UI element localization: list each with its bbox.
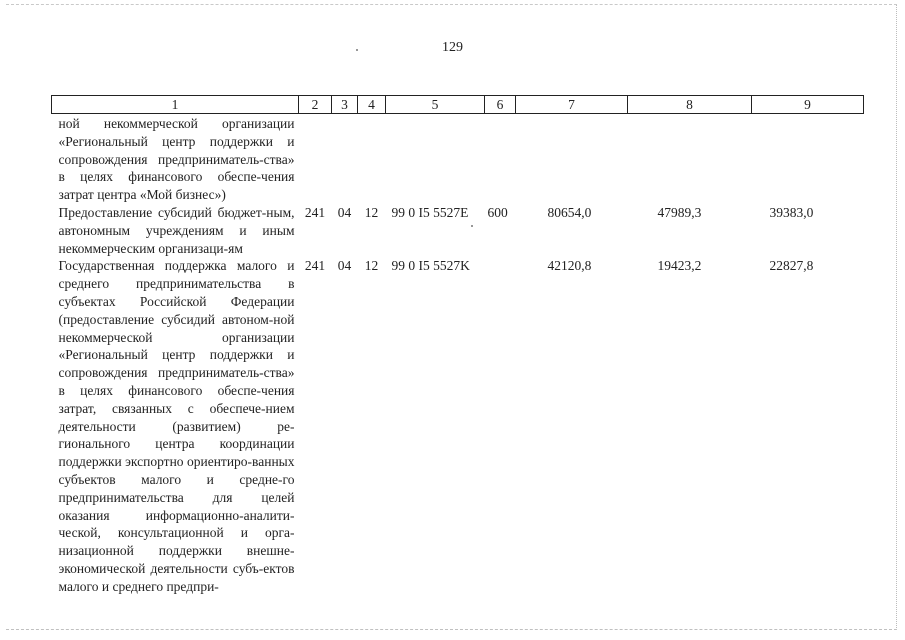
column-number-header — [52, 96, 864, 114]
col-header-7: 7 — [516, 96, 628, 114]
row-description: Предоставление субсидий бюджет-ным, автономным учреждениям и иным некоммерческим организаци-ям — [58, 204, 295, 256]
col-header-2: 2 — [299, 96, 332, 114]
table-row — [52, 204, 864, 257]
table-row — [52, 257, 864, 595]
row-description: Государственная поддержка малого и среднего предпринимательства в субъектах Российской Федерации (предоставление субсидий автоном-ной некоммерческой организации «Региональный центр поддержки и сопровождения предприниматель-ства» в целях финансового обеспе-чения затрат, связанных с обеспече-нием деятельности (развитием) ре-гионального центра координации поддержки экспортно ориентиро-ванных субъектов малого и средне-го предпринимательства для целей оказания информационно-аналити-ческой, консультационной и орга-низационной поддержки внешне-экономической деятельности субъ-ектов малого и среднего предпри- — [58, 258, 295, 594]
cell-c8 — [628, 114, 752, 204]
cell-c7 — [516, 114, 628, 204]
cell-c5: 99 0 I5 5527E — [391, 204, 469, 220]
col-header-5: 5 — [386, 96, 485, 114]
cell-c7: 42120,8 — [547, 258, 592, 274]
table-row — [52, 114, 864, 204]
cell-c8: 47989,3 — [657, 204, 702, 220]
col-header-3: 3 — [332, 96, 358, 114]
cell-c5 — [386, 114, 485, 204]
col-header-1: 1 — [52, 96, 299, 114]
col-header-9: 9 — [752, 96, 864, 114]
cell-c3: 04 — [337, 204, 352, 220]
cell-c9 — [752, 114, 864, 204]
budget-table — [51, 95, 864, 596]
cell-c4: 12 — [364, 258, 379, 274]
cell-c6 — [485, 114, 516, 204]
cell-c9: 39383,0 — [769, 204, 814, 220]
cell-c3: 04 — [337, 258, 352, 274]
row-description: ной некоммерческой организации «Региональный центр поддержки и сопровождения предприниматель-ства» в целях финансового обеспе-чения затрат центра «Мой бизнес») — [58, 116, 295, 203]
cell-c6 — [485, 257, 516, 595]
cell-c9: 22827,8 — [769, 258, 814, 274]
cell-c3 — [332, 114, 358, 204]
cell-c2 — [299, 114, 332, 204]
cell-c4 — [358, 114, 386, 204]
col-header-8: 8 — [628, 96, 752, 114]
cell-c6: 600 — [487, 204, 508, 220]
cell-c2: 241 — [304, 258, 326, 274]
col-header-6: 6 — [485, 96, 516, 114]
cell-c4: 12 — [364, 204, 379, 220]
cell-c2: 241 — [304, 204, 326, 220]
cell-c7: 80654,0 — [547, 204, 592, 220]
page-number: 129 — [442, 40, 463, 55]
cell-c5: 99 0 I5 5527K — [391, 258, 470, 274]
col-header-4: 4 — [358, 96, 386, 114]
cell-c8: 19423,2 — [657, 258, 702, 274]
